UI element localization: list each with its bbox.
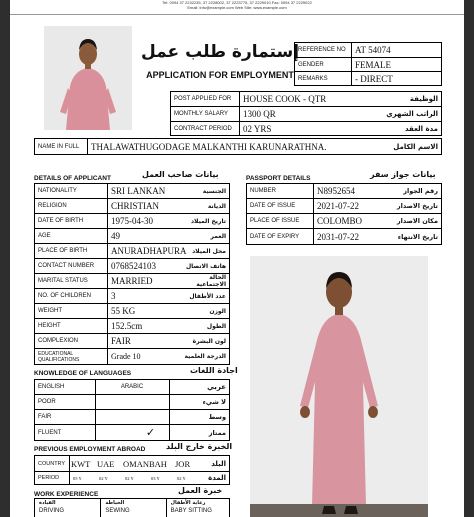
languages-section-title-arabic: اجادة اللغات bbox=[190, 366, 238, 375]
applicant-field-label-arabic: الوزن bbox=[209, 307, 226, 315]
period-label: PERIOD bbox=[38, 475, 60, 481]
gender-label: GENDER bbox=[298, 61, 324, 68]
applicant-row bbox=[35, 319, 229, 334]
employment-table bbox=[34, 455, 230, 485]
applicant-field-label: COMPLEXION bbox=[38, 338, 79, 344]
applicant-row bbox=[35, 259, 229, 274]
applicant-field-value: ANURADHAPURA bbox=[111, 246, 187, 256]
portrait-photo-full bbox=[250, 256, 428, 517]
language-level-row bbox=[35, 395, 229, 410]
period-label: CONTRACT PERIOD bbox=[174, 125, 232, 132]
applicant-row bbox=[35, 199, 229, 214]
experience-cell bbox=[166, 499, 231, 517]
passport-row bbox=[247, 184, 441, 199]
period-cell: 03 Y bbox=[151, 475, 160, 481]
passport-field-value: N8952654 bbox=[317, 186, 355, 196]
applicant-row bbox=[35, 304, 229, 319]
passport-row bbox=[247, 229, 441, 244]
applicant-field-value: 3 bbox=[111, 291, 116, 301]
applicant-field-value: MARRIED bbox=[111, 276, 153, 286]
applicant-field-label: EDUCATIONAL QUALIFICATIONS bbox=[38, 350, 80, 363]
applicant-section-title-arabic: بيانات صاحب العمل bbox=[142, 170, 219, 179]
applicant-field-label-arabic: الحالة الاجتماعية bbox=[196, 274, 226, 288]
country-cell: BAH bbox=[149, 458, 167, 469]
passport-field-label: PLACE OF ISSUE bbox=[250, 218, 300, 224]
applicant-field-label-arabic: الجنسية bbox=[202, 187, 226, 195]
gender-row bbox=[295, 58, 441, 72]
english-level-mark bbox=[95, 410, 132, 424]
experience-section-title-arabic: خبرة العمل bbox=[178, 486, 223, 495]
passport-field-label-arabic: رقم الجواز bbox=[403, 187, 438, 195]
post-box bbox=[170, 91, 442, 136]
period-label-arabic: مدة العقد bbox=[404, 124, 438, 133]
name-label-arabic: الاسم الكامل bbox=[393, 142, 438, 151]
country-cell: OMAN bbox=[123, 458, 149, 469]
applicant-field-value: 49 bbox=[111, 231, 120, 241]
reference-label: REFERENCE NO bbox=[298, 47, 346, 53]
experience-label-arabic: الخياطة bbox=[105, 500, 125, 506]
post-label-arabic: الوظيفة bbox=[409, 95, 438, 103]
applicant-field-label: DATE OF BIRTH bbox=[38, 218, 84, 224]
languages-header-row bbox=[35, 380, 229, 395]
name-row bbox=[34, 138, 442, 155]
applicant-field-label: HEIGHT bbox=[38, 323, 61, 329]
applicant-row bbox=[35, 229, 229, 244]
passport-row bbox=[247, 199, 441, 214]
applicant-field-label: NO. OF CHILDREN bbox=[38, 293, 92, 299]
form-title-english: APPLICATION FOR EMPLOYMENT bbox=[146, 70, 294, 80]
country-cell: JOR bbox=[175, 458, 191, 469]
salary-label: MONTHLY SALARY bbox=[174, 111, 229, 117]
language-level-label-arabic: ممتاز bbox=[208, 428, 226, 437]
remarks-label: REMARKS bbox=[298, 75, 328, 82]
applicant-field-label: AGE bbox=[38, 233, 51, 239]
applicant-field-label-arabic: الطول bbox=[206, 322, 226, 330]
period-row bbox=[171, 122, 441, 135]
passport-section-title-arabic: بيانات جواز سفر bbox=[370, 170, 436, 179]
header-strip bbox=[10, 0, 464, 15]
applicant-field-label-arabic: محل الميلاد bbox=[192, 247, 226, 255]
passport-field-label-arabic: تاريخ الانتهاء bbox=[397, 232, 438, 241]
applicant-field-value: SRI LANKAN bbox=[111, 186, 166, 196]
period-cell: 02 Y bbox=[99, 475, 108, 481]
passport-row bbox=[247, 214, 441, 229]
language-level-label-arabic: لا شيء bbox=[202, 398, 226, 406]
experience-section-title: WORK EXPERIENCE bbox=[34, 491, 99, 498]
applicant-field-label: RELIGION bbox=[38, 203, 67, 209]
experience-label-arabic: رعاية الأطفال bbox=[170, 500, 206, 506]
application-form bbox=[10, 0, 464, 517]
header-web-line: Email: info@example.com Web Site: www.example.com bbox=[187, 5, 287, 10]
passport-field-label: NUMBER bbox=[250, 188, 277, 194]
passport-field-label: DATE OF EXPIRY bbox=[250, 233, 300, 240]
applicant-field-value: 1975-04-30 bbox=[111, 216, 153, 226]
applicant-field-label-arabic: هاتف الاتصال bbox=[185, 262, 226, 270]
experience-table bbox=[34, 498, 230, 517]
language-level-label: POOR bbox=[38, 399, 56, 405]
header-contact-line: Tel: 0094 37 2232235, 37 2228002, 37 2223775, 37 2229010 Fax: 0094 37 2229022 bbox=[162, 0, 312, 5]
experience-cell bbox=[35, 499, 100, 517]
name-label: NAME IN FULL bbox=[38, 143, 80, 150]
passport-section-title: PASSPORT DETAILS bbox=[246, 175, 311, 182]
applicant-field-label-arabic: الديانة bbox=[207, 202, 226, 210]
experience-label: DRIVING bbox=[39, 508, 65, 514]
applicant-field-label: MARITAL STATUS bbox=[38, 278, 88, 284]
passport-field-value: 2021-07-22 bbox=[317, 201, 359, 211]
post-label: POST APPLIED FOR bbox=[174, 96, 232, 102]
applicant-field-label-arabic: لون البشرة bbox=[192, 337, 226, 345]
passport-field-value: COLOMBO bbox=[317, 216, 363, 226]
applicant-field-label: CONTACT NUMBER bbox=[38, 263, 95, 269]
country-label: COUNTRY bbox=[38, 460, 66, 467]
country-label-arabic: البلد bbox=[211, 459, 226, 468]
language-level-row bbox=[35, 425, 229, 440]
passport-field-label-arabic: مكان الاصدار bbox=[396, 217, 438, 225]
applicant-field-label: PLACE OF BIRTH bbox=[38, 248, 88, 254]
applicant-field-value: Grade 10 bbox=[111, 352, 141, 361]
language-level-row bbox=[35, 410, 229, 425]
employment-country-row bbox=[35, 456, 229, 472]
remarks-row bbox=[295, 72, 441, 85]
period-cell: 02 Y bbox=[125, 475, 134, 481]
country-cell: KWT bbox=[71, 458, 91, 469]
experience-label: BABY SITTING bbox=[170, 508, 212, 514]
reference-value: AT 54074 bbox=[355, 45, 391, 55]
passport-table bbox=[246, 183, 442, 245]
passport-field-label: DATE OF ISSUE bbox=[250, 203, 296, 209]
languages-table bbox=[34, 379, 230, 441]
applicant-field-value: 55 KG bbox=[111, 306, 136, 316]
arabic-level-mark: ✓ bbox=[145, 426, 156, 439]
employment-period-row bbox=[35, 472, 229, 484]
period-cell: 05 Y bbox=[73, 475, 82, 481]
applicant-row bbox=[35, 334, 229, 349]
employment-section-title-arabic: الخبرة خارج البلد bbox=[166, 442, 233, 451]
reference-box bbox=[294, 42, 442, 86]
applicant-field-label-arabic: تاريخ الميلاد bbox=[190, 217, 226, 225]
applicant-row bbox=[35, 289, 229, 304]
applicant-field-label: WEIGHT bbox=[38, 308, 62, 314]
form-title-arabic: إستمارة طلب عمل bbox=[140, 42, 300, 62]
applicant-field-label-arabic: عدد الأطفال bbox=[189, 292, 226, 300]
employment-section-title: PREVIOUS EMPLOYMENT ABROAD bbox=[34, 446, 146, 453]
applicant-field-value: FAIR bbox=[111, 336, 131, 346]
language-level-label-arabic: وسط bbox=[208, 413, 226, 421]
languages-section-title: KNOWLEDGE OF LANGUAGES bbox=[34, 370, 132, 377]
english-level-mark bbox=[95, 395, 132, 409]
post-value: HOUSE COOK - QTR bbox=[243, 94, 327, 104]
arabic-column-label: ARABIC bbox=[120, 384, 144, 390]
applicant-row bbox=[35, 349, 229, 364]
applicant-field-label-arabic: العمر bbox=[210, 232, 226, 240]
period-value: 02 YRS bbox=[243, 123, 272, 134]
post-row bbox=[171, 92, 441, 107]
arabic-level-mark bbox=[132, 395, 169, 409]
salary-value: 1300 QR bbox=[243, 109, 276, 119]
language-level-label: FLUENT bbox=[38, 429, 62, 436]
english-level-mark bbox=[95, 425, 132, 440]
language-level-label: FAIR bbox=[38, 414, 52, 420]
applicant-table bbox=[34, 183, 230, 365]
gender-value: FEMALE bbox=[355, 59, 391, 70]
applicant-field-value: CHRISTIAN bbox=[111, 201, 160, 211]
english-column-label: ENGLISH bbox=[38, 384, 65, 390]
applicant-field-label: NATIONALITY bbox=[38, 188, 77, 194]
salary-row bbox=[171, 107, 441, 122]
reference-row bbox=[295, 43, 441, 58]
experience-label-arabic: القيادة bbox=[39, 500, 56, 506]
applicant-row bbox=[35, 274, 229, 289]
experience-label: SEWING bbox=[105, 508, 130, 514]
applicant-field-label-arabic: الدرجة العلمية bbox=[184, 353, 226, 360]
arabic-column-label-arabic: عربي bbox=[207, 383, 226, 391]
applicant-field-value: 152.5cm bbox=[111, 321, 143, 331]
period-label-arabic: المدة bbox=[208, 474, 226, 482]
name-value: THALAWATHUGODAGE MALKANTHI KARUNARATHNA. bbox=[91, 141, 327, 152]
applicant-section-title: DETAILS OF APPLICANT bbox=[34, 175, 111, 182]
applicant-field-value: 0768524103 bbox=[111, 261, 156, 271]
experience-cell bbox=[100, 499, 165, 517]
passport-field-label-arabic: تاريخ الاصدار bbox=[396, 202, 438, 210]
arabic-level-mark bbox=[132, 410, 169, 424]
period-cell: 02 Y bbox=[177, 475, 186, 481]
applicant-row bbox=[35, 214, 229, 229]
salary-label-arabic: الراتب الشهري bbox=[386, 110, 438, 118]
applicant-row bbox=[35, 244, 229, 259]
country-cell: UAE bbox=[97, 458, 115, 469]
passport-field-value: 2031-07-22 bbox=[317, 231, 359, 242]
remarks-value: - DIRECT bbox=[355, 73, 393, 84]
portrait-photo-small bbox=[44, 26, 132, 130]
applicant-row bbox=[35, 184, 229, 199]
